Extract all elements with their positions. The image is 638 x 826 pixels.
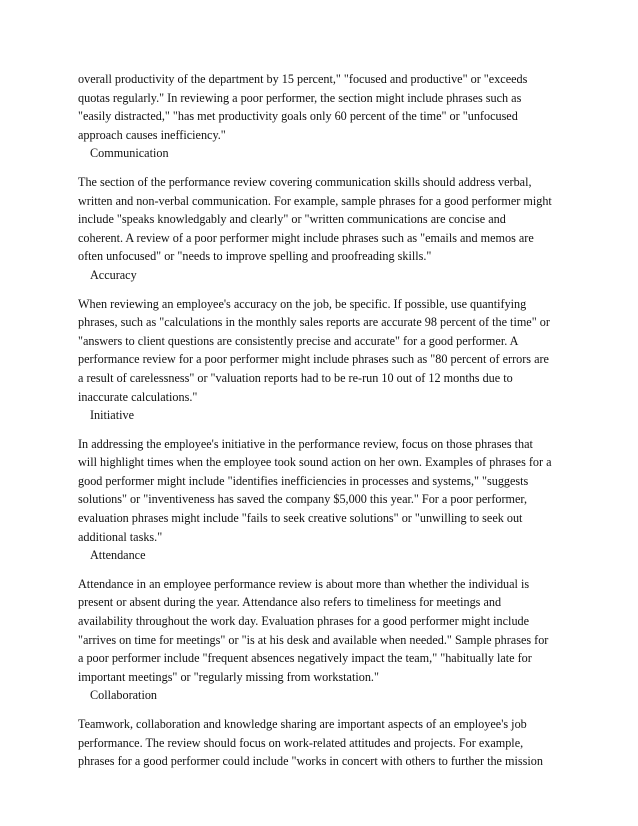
text-line: evaluation phrases might include "fails to seek creative solutions" or "unwilling to seek out	[78, 511, 523, 526]
paragraph-gap	[78, 425, 564, 435]
text-line: often unfocused" or "needs to improve spelling and proofreading skills."	[78, 249, 432, 264]
text-line: "arrives on time for meetings" or "is at his desk and available when needed." Sample phrases for	[78, 632, 549, 647]
text-line: solutions" or "inventiveness has saved the company $5,000 this year." For a poor performer,	[78, 492, 528, 507]
text-line: Attendance in an employee performance review is about more than whether the individual is	[78, 576, 530, 591]
intro-paragraph	[78, 70, 564, 144]
paragraph-gap	[78, 565, 564, 575]
text-line: "answers to client questions are consistently precise and accurate" for a good performer. A	[78, 333, 519, 348]
collaboration-paragraph	[78, 715, 564, 771]
text-line: overall productivity of the department by 15 percent," "focused and productive" or "exceeds	[78, 72, 528, 86]
section-heading-collaboration: Collaboration	[90, 688, 158, 703]
text-line: quotas regularly." In reviewing a poor performer, the section might include phrases such as	[78, 90, 522, 105]
text-line: include "speaks knowledgably and clearly" or "written communications are concise and	[78, 212, 506, 227]
accuracy-paragraph	[78, 295, 564, 407]
communication-paragraph	[78, 173, 564, 266]
text-line: "easily distracted," "has met productivity goals only 60 percent of the time" or "unfocused	[78, 109, 518, 124]
text-line: In addressing the employee's initiative in the performance review, focus on those phrases that	[78, 436, 533, 451]
paragraph-gap	[78, 705, 564, 715]
text-line: inaccurate calculations."	[78, 389, 198, 404]
text-line: good performer might include "identifies inefficiencies in processes and systems," "suggests	[78, 473, 529, 488]
document-body	[78, 70, 564, 771]
text-line: important meetings" or "regularly missing from workstation."	[78, 669, 379, 684]
section-heading-attendance: Attendance	[90, 548, 146, 563]
initiative-paragraph	[78, 435, 564, 547]
text-line: approach causes inefficiency."	[78, 127, 226, 142]
attendance-paragraph	[78, 575, 564, 687]
text-line: The section of the performance review covering communication skills should address verbal,	[78, 174, 532, 189]
text-line: a poor performer include "frequent absences negatively impact the team," "habitually late for	[78, 651, 532, 666]
text-line: present or absent during the year. Attendance also refers to timeliness for meetings and	[78, 595, 502, 610]
text-line: phrases, such as "calculations in the monthly sales reports are accurate 98 percent of the time" or	[78, 315, 550, 330]
section-heading-accuracy: Accuracy	[90, 267, 137, 282]
paragraph-gap	[78, 285, 564, 295]
text-line: written and non-verbal communication. For example, sample phrases for a good performer might	[78, 193, 552, 208]
text-line: performance. The review should focus on work-related attitudes and projects. For example,	[78, 735, 524, 750]
text-line: coherent. A review of a poor performer might include phrases such as "emails and memos are	[78, 230, 534, 245]
section-heading-initiative: Initiative	[90, 408, 134, 423]
text-line: availability throughout the work day. Evaluation phrases for a good performer might include	[78, 614, 530, 629]
text-line: performance review for a poor performer might include phrases such as "80 percent of errors are	[78, 352, 549, 367]
text-line: additional tasks."	[78, 529, 163, 544]
section-heading-communication: Communication	[90, 146, 169, 161]
text-line: a result of carelessness" or "valuation reports had to be re-run 10 out of 12 months due to	[78, 370, 513, 385]
text-line: When reviewing an employee's accuracy on the job, be specific. If possible, use quantifying	[78, 296, 527, 311]
text-line: will highlight times when the employee took sound action on her own. Examples of phrases for a	[78, 455, 552, 470]
text-line: Teamwork, collaboration and knowledge sharing are important aspects of an employee's job	[78, 717, 527, 731]
paragraph-gap	[78, 163, 564, 173]
text-line: phrases for a good performer could include "works in concert with others to further the mission	[78, 754, 543, 769]
